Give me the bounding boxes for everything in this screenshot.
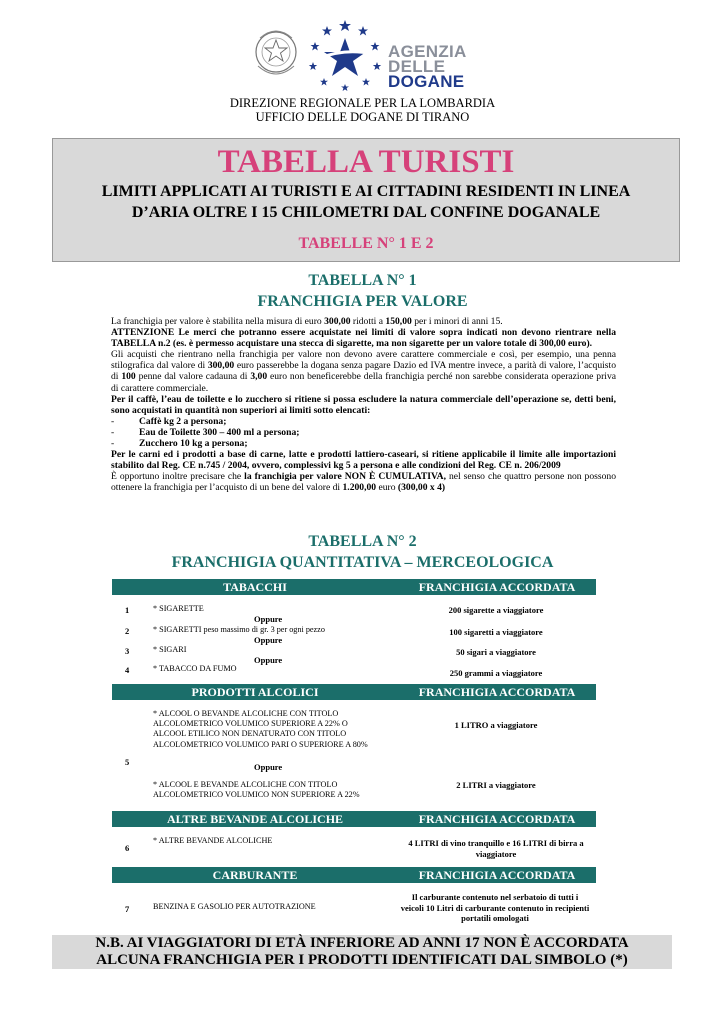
table2-title: TABELLA N° 2 <box>308 533 417 550</box>
row-allowance: 2 LITRI a viaggiatore <box>456 780 536 790</box>
direction-label: DIREZIONE REGIONALE PER LA LOMBARDIA <box>229 96 496 110</box>
row-allowance: 200 sigarette a viaggiatore <box>448 605 544 615</box>
paragraph-cumulative <box>111 471 616 493</box>
text-bold: 100 <box>121 371 136 383</box>
section-allowance-title: FRANCHIGIA ACCORDATA <box>418 812 576 826</box>
list-text: Zucchero 10 kg a persona; <box>139 438 248 450</box>
row-description: BENZINA E GASOLIO PER AUTOTRAZIONE <box>153 902 316 911</box>
list-item <box>111 427 616 438</box>
text-bold: 300,00 <box>324 316 351 327</box>
title-banner <box>52 138 680 262</box>
oppure-label: Oppure <box>254 762 283 772</box>
list-text: Eau de Toilette 300 – 400 ml a persona; <box>139 426 300 438</box>
row-number: 4 <box>125 665 130 675</box>
text: euro non beneficerebbe della franchigia perché non sarebbe considerata operazione priva di carattere commerciale. <box>111 371 616 394</box>
row-description: * ALCOOL E BEVANDE ALCOLICHE CON TITOLO ALCOLOMETRICO VOLUMICO NON SUPERIORE A 22% <box>153 780 360 800</box>
text-bold: (300,00 x 4) <box>397 482 446 494</box>
row-description: * ALCOOL O BEVANDE ALCOLICHE CON TITOLO ALCOLOMETRICO VOLUMICO SUPERIORE A 22% O ALCOOL ETILICO NON DENATURATO CON TITOLO ALCOLOMETRICO VOLUMICO PARI O SUPERIORE A 80% <box>153 709 368 749</box>
table1-body <box>111 316 616 494</box>
row-number: 7 <box>125 904 130 914</box>
section-header-carburante <box>112 867 596 883</box>
text-bold: Per il caffè, l’eau de toilette e lo zucchero si ritiene si possa escludere la natura commerciale dell’operazione se, detti beni, sono acquistati in quantità non superiori ai limiti sotto elencati: <box>111 393 616 416</box>
section-header-altre-bevande <box>112 811 596 827</box>
section-allowance-title: FRANCHIGIA ACCORDATA <box>418 868 576 882</box>
agency-name-line1: AGENZIA <box>388 42 467 61</box>
section-header-alcolici <box>112 684 596 700</box>
text-bold: 1.200,00 <box>342 482 377 494</box>
section-title: TABACCHI <box>223 580 287 594</box>
row-description: * ALTRE BEVANDE ALCOLICHE <box>153 836 273 845</box>
row-description: * SIGARETTI peso massimo di gr. 3 per ogni pezzo <box>153 625 325 634</box>
section-header-tabacchi <box>112 579 596 595</box>
text: penne dal valore cadauna di <box>135 371 251 383</box>
row-number: 2 <box>125 626 130 636</box>
section-allowance-title: FRANCHIGIA ACCORDATA <box>418 685 576 699</box>
note-line2: ALCUNA FRANCHIGIA PER I PRODOTTI IDENTIFICATI DAL SIMBOLO (*) <box>96 952 628 968</box>
text: euro passerebbe la dogana senza pagare Dazio ed IVA mentre invece, a parità di valore, l’acquisto di <box>111 360 616 383</box>
age-restriction-note <box>52 935 672 969</box>
agency-name-line2: DELLE <box>388 57 446 76</box>
text-bold: 3,00 <box>250 371 268 383</box>
text-bold: 150,00 <box>385 316 412 327</box>
oppure-label: Oppure <box>254 635 283 645</box>
row-number: 6 <box>125 843 130 853</box>
row-allowance: 250 grammi a viaggiatore <box>449 668 543 678</box>
text: È opportuno inoltre precisare che <box>111 471 245 483</box>
paragraph-attention <box>111 327 616 349</box>
table1-heading <box>0 270 725 312</box>
agency-stars-logo-icon <box>306 18 384 92</box>
row-allowance: 100 sigaretti a viaggiatore <box>449 627 543 637</box>
list-text: Caffè kg 2 a persona; <box>139 415 227 427</box>
row-allowance: 50 sigari a viaggiatore <box>456 647 536 657</box>
list-item <box>111 438 616 449</box>
text: ridotti a <box>350 316 386 327</box>
paragraph-meat <box>111 449 616 471</box>
row-number: 3 <box>125 646 130 656</box>
agency-name <box>388 44 467 89</box>
section-title: PRODOTTI ALCOLICI <box>191 685 319 699</box>
row-description: * SIGARETTE <box>153 604 204 613</box>
row-allowance: 1 LITRO a viaggiatore <box>454 720 538 730</box>
agency-name-line3: DOGANE <box>388 72 465 91</box>
office-label: UFFICIO DELLE DOGANE DI TIRANO <box>255 110 470 124</box>
row-number: 5 <box>125 757 130 767</box>
paragraph-coffee <box>111 394 616 416</box>
section-allowance-title: FRANCHIGIA ACCORDATA <box>418 580 576 594</box>
oppure-label: Oppure <box>254 655 283 665</box>
paragraph-value-limit <box>111 316 616 327</box>
table2-heading <box>0 531 725 573</box>
logo-row <box>0 18 725 94</box>
list-dash: - <box>111 415 115 427</box>
note-line1: N.B. AI VIAGGIATORI DI ETÀ INFERIORE AD ANNI 17 NON È ACCORDATA <box>95 935 629 951</box>
office-heading <box>0 96 725 124</box>
page-subtitle-line2: D’ARIA OLTRE I 15 CHILOMETRI DAL CONFINE DOGANALE <box>131 204 601 221</box>
text: per i minori di anni 15. <box>411 316 503 327</box>
table2-subtitle: FRANCHIGIA QUANTITATIVA – MERCEOLOGICA <box>171 554 554 571</box>
row-number: 1 <box>125 605 130 615</box>
list-item <box>111 416 616 427</box>
text-bold: Per le carni ed i prodotti a base di carne, latte e prodotti lattiero-caseari, si ritiene applicabile il limite alle importazioni stabilito dal Reg. CE n.745 / 2004, ovvero, complessivi kg 5 a persona e alle condizioni del Reg. CE n. 206/2009 <box>111 449 616 472</box>
list-dash: - <box>111 426 115 438</box>
row-description: * SIGARI <box>153 645 187 654</box>
tables-label: TABELLE N° 1 E 2 <box>298 235 434 252</box>
row-allowance: Il carburante contenuto nel serbatoio di tutti i veicoli 10 Litri di carburante contenuto in recipienti portatili omologati <box>400 892 590 923</box>
page-title: TABELLA TURISTI <box>217 144 515 180</box>
list-dash: - <box>111 438 115 450</box>
page-subtitle-line1: LIMITI APPLICATI AI TURISTI E AI CITTADINI RESIDENTI IN LINEA <box>101 183 631 200</box>
paragraph-commercial <box>111 349 616 393</box>
text-bold: 300,00 <box>207 360 235 372</box>
row-description: * TABACCO DA FUMO <box>153 664 237 673</box>
text-bold: la franchigia per valore NON È CUMULATIVA, <box>244 471 446 483</box>
text: La franchigia per valore è stabilita nella misura di euro <box>111 316 325 327</box>
section-title: ALTRE BEVANDE ALCOLICHE <box>166 812 344 826</box>
italian-emblem-icon <box>252 26 300 82</box>
oppure-label: Oppure <box>254 614 283 624</box>
text: euro <box>376 482 398 494</box>
table1-title: TABELLA N° 1 <box>308 272 417 289</box>
section-title: CARBURANTE <box>212 868 298 882</box>
row-allowance: 4 LITRI di vino tranquillo e 16 LITRI di birra a viaggiatore <box>408 838 584 859</box>
text: nel senso che quattro persone non possono ottenere la franchigia per l’acquisto di un bene del valore di <box>111 471 617 494</box>
table1-subtitle: FRANCHIGIA PER VALORE <box>257 293 468 310</box>
text: Gli acquisti che rientrano nella franchigia per valore non devono avere carattere commerciale e così, per esempio, una penna stilografica dal valore di <box>111 349 616 372</box>
text-bold: ATTENZIONE Le merci che potranno essere acquistate nei limiti di valore sopra indicati non devono rientrare nella TABELLA n.2 (es. è permesso acquistare una stecca di sigarette, ma non sigarette per un valore totale di 300,00 euro). <box>111 327 616 350</box>
